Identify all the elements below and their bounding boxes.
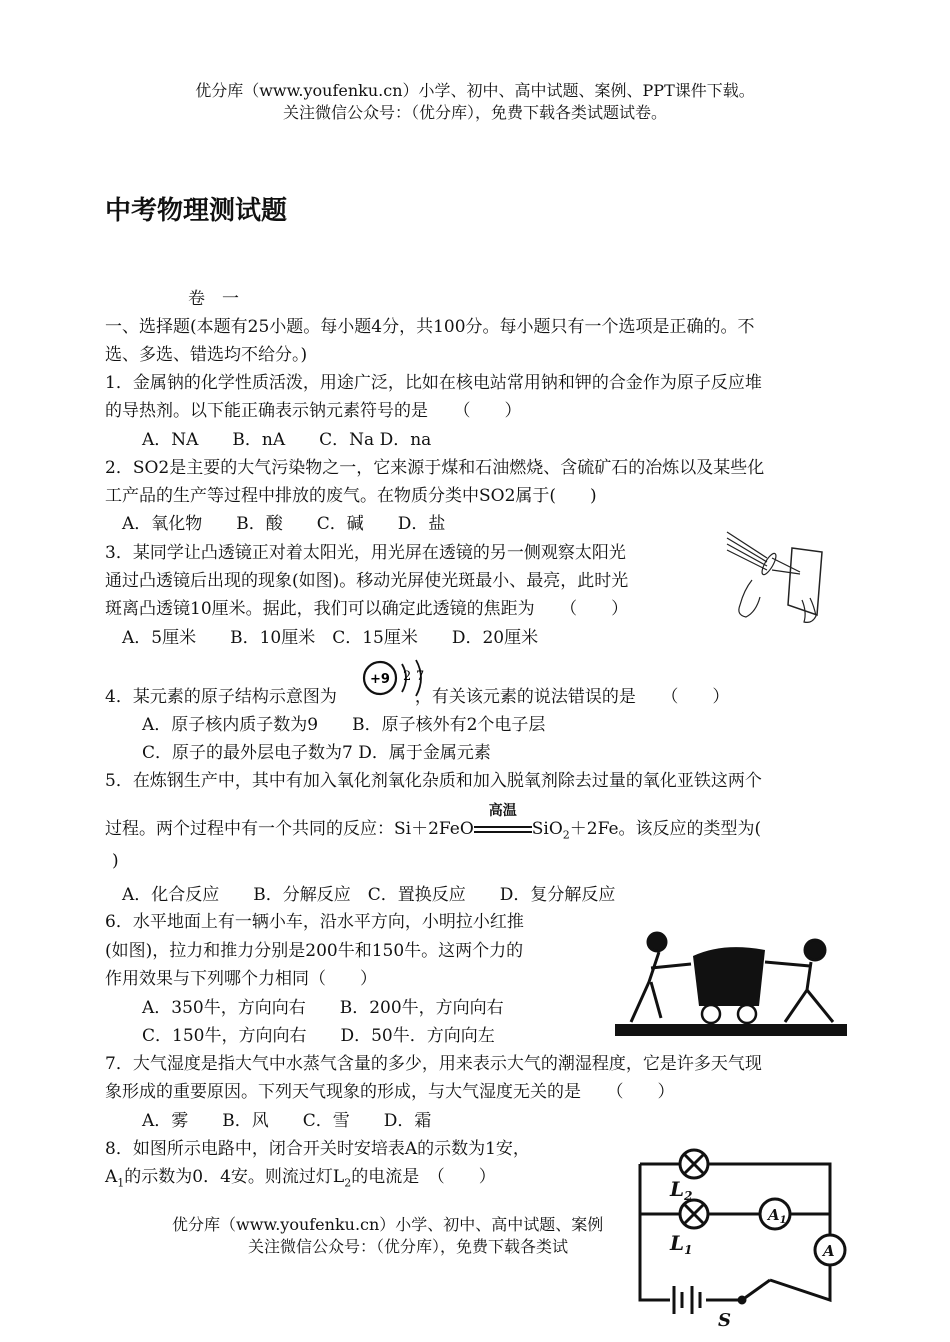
q8-a1-sub: 1 (117, 1176, 125, 1190)
q4-pre: 4．某元素的原子结构示意图为 (105, 687, 337, 707)
q8-line2-end: 的电流是 （ ） (351, 1167, 496, 1187)
switch-label: S (718, 1310, 731, 1330)
instructions-line2: 选、多选、错选均不给分。) (105, 345, 308, 365)
q6-line2: (如图)，拉力和推力分别是200牛和150牛。这两个力的 (105, 941, 524, 961)
svg-text:L1 (669, 1231, 692, 1257)
q4-post: ，有关该元素的说法错误的是 （ ） (414, 687, 730, 707)
q1-line1: 1．金属钠的化学性质活泼，用途广泛，比如在核电站常用钠和钾的合金作为原子反应堆 (105, 373, 762, 393)
page-header-line2: 关注微信公众号：（优分库），免费下载各类试题试卷。 (282, 103, 667, 122)
svg-text:L2 (669, 1177, 692, 1203)
ammeter-a-label: A (823, 1242, 835, 1260)
q3-line2: 通过凸透镜后出现的现象(如图)。移动光屏使光斑最小、最亮，此时光 (105, 571, 629, 591)
page-footer-line1: 优分库（www.youfenku.cn）小学、初中、高中试题、案例 (172, 1215, 604, 1234)
atom-nucleus-charge: +9 (370, 672, 390, 687)
q1-line2: 的导热剂。以下能正确表示钠元素符号的是 （ ） (105, 401, 522, 421)
lens-figure (722, 530, 832, 630)
q5-line2-post: ＋2Fe。该反应的类型为( (569, 819, 762, 839)
q7-options: A．雾 B．风 C．雪 D．霜 (142, 1111, 432, 1131)
q6-line3: 作用效果与下列哪个力相同（ ） (105, 969, 377, 989)
ammeter-a1-sub: 1 (779, 1215, 787, 1226)
page-header-line1: 优分库（www.youfenku.cn）小学、初中、高中试题、案例、PPT课件下载。 (195, 81, 755, 100)
lamp-l1-sub: 1 (684, 1243, 693, 1257)
q6-options-row2: C．150牛，方向向右 D．50牛．方向向左 (142, 1026, 495, 1046)
lamp-l2-sub: 2 (684, 1189, 693, 1203)
q2-line1: 2．SO2是主要的大气污染物之一，它来源于煤和石油燃烧、含硫矿石的冶炼以及某些化 (105, 458, 765, 478)
q1-options: A．NA B．nA C．Na D．na (142, 430, 432, 450)
q4-options-row2: C．原子的最外层电子数为7 D．属于金属元素 (142, 743, 491, 763)
q2-line2: 工产品的生产等过程中排放的废气。在物质分类中SO2属于( ) (105, 486, 597, 506)
lamp-l2-label: L (670, 1177, 685, 1201)
q5-product-sub: 2 (562, 828, 570, 842)
atom-shell1-count: 2 (403, 669, 412, 684)
section-label: 卷 一 (188, 289, 239, 309)
q3-line1: 3．某同学让凸透镜正对着太阳光，用光屏在透镜的另一侧观察太阳光 (105, 543, 626, 563)
q5-line3: ) (112, 851, 119, 871)
page-footer-line2: 关注微信公众号：（优分库），免费下载各类试 (248, 1237, 569, 1256)
q5-product: SiO (531, 819, 563, 839)
circuit-diagram (630, 1140, 850, 1330)
ammeter-a1-label: A (768, 1206, 780, 1224)
q3-options: A．5厘米 B．10厘米 C．15厘米 D．20厘米 (122, 628, 539, 648)
atom-shell2-count: 7 (416, 669, 425, 684)
page-title: 中考物理测试题 (105, 196, 288, 226)
q8-a1-label: A (105, 1167, 118, 1187)
atom-structure-diagram (358, 656, 438, 702)
lamp-l1-label: L (670, 1231, 685, 1255)
q7-line2: 象形成的重要原因。下列天气现象的形成，与大气湿度无关的是 （ ） (105, 1082, 675, 1102)
q2-options: A．氧化物 B．酸 C．碱 D．盐 (122, 514, 446, 534)
svg-text:A1 (766, 1206, 787, 1226)
instructions-line1: 一、选择题(本题有25小题。每小题4分，共100分。每小题只有一个选项是正确的。不 (105, 317, 755, 337)
q3-line3: 斑离凸透镜10厘米。据此，我们可以确定此透镜的焦距为 （ ） (105, 599, 629, 619)
reaction-arrow (474, 802, 532, 840)
q8-line2-mid: 的示数为0．4安。则流过灯L (124, 1167, 345, 1187)
q8-line2 (105, 1162, 496, 1189)
q8-l2-sub: 2 (344, 1176, 352, 1190)
q5-line2-pre: 过程。两个过程中有一个共同的反应：Si＋2FeO (105, 819, 474, 839)
reaction-condition: 高温 (488, 802, 517, 819)
q7-line1: 7．大气湿度是指大气中水蒸气含量的多少，用来表示大气的潮湿程度，它是许多天气现 (105, 1054, 762, 1074)
q4-options-row1: A．原子核内质子数为9 B．原子核外有2个电子层 (142, 715, 546, 735)
q5-line2 (105, 802, 762, 842)
q5-options: A．化合反应 B．分解反应 C．置换反应 D．复分解反应 (122, 885, 616, 905)
q6-options-row1: A．350牛，方向向右 B．200牛，方向向右 (142, 998, 504, 1018)
q5-line1: 5．在炼钢生产中，其中有加入氧化剂氧化杂质和加入脱氧剂除去过量的氧化亚铁这两个 (105, 771, 762, 791)
cart-push-pull-figure (615, 928, 847, 1038)
q6-line1: 6．水平地面上有一辆小车，沿水平方向，小明拉小红推 (105, 912, 524, 932)
q8-line1: 8．如图所示电路中，闭合开关时安培表A的示数为1安， (105, 1139, 530, 1159)
